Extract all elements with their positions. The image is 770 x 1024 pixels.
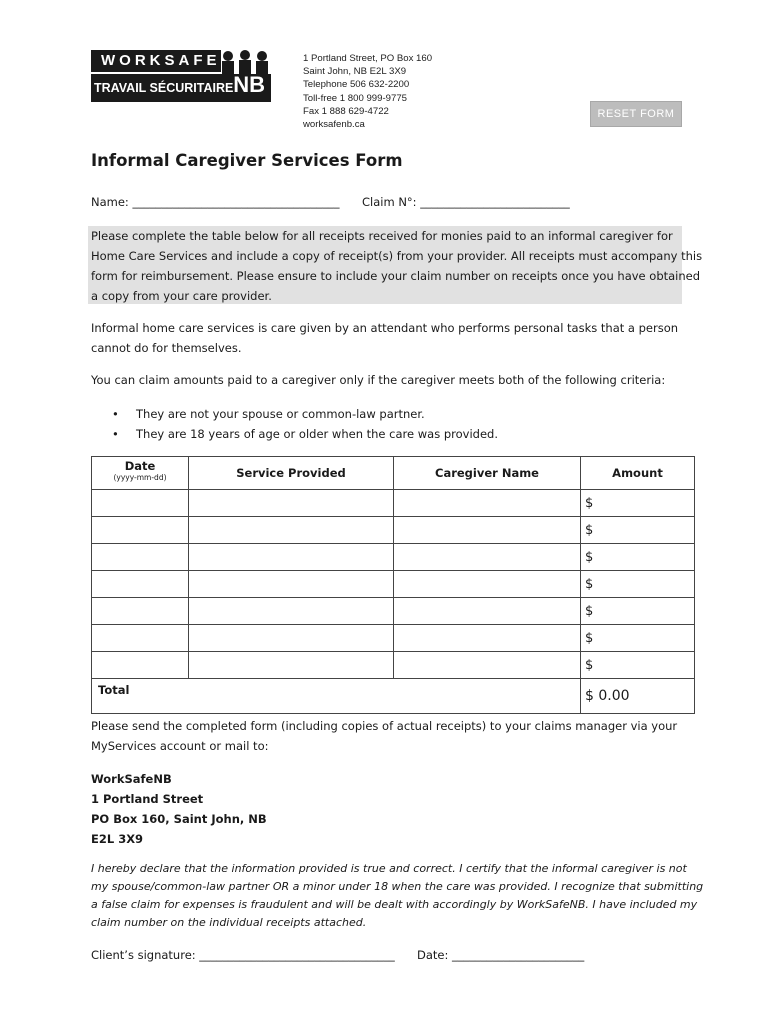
signature-field[interactable]: [91, 948, 395, 962]
caregiver-cell[interactable]: [394, 490, 581, 517]
table-row: [92, 652, 695, 679]
logo-nb: NB: [233, 72, 265, 97]
amount-cell[interactable]: $: [581, 571, 695, 598]
criteria-item: • They are 18 years of age or older when the care was provided.: [112, 424, 498, 444]
date-cell[interactable]: [92, 517, 189, 544]
mailing-line: PO Box 160, Saint John, NB: [91, 812, 267, 826]
table-row: [92, 598, 695, 625]
caregiver-header: Caregiver Name: [394, 457, 581, 490]
service-cell[interactable]: [189, 571, 394, 598]
signature-date-input-line[interactable]: _______________________: [452, 948, 585, 962]
table-header-row: [92, 457, 695, 490]
total-label: Total: [92, 679, 581, 714]
service-cell[interactable]: [189, 517, 394, 544]
table-row: [92, 490, 695, 517]
mailing-line: E2L 3X9: [91, 832, 144, 846]
caregiver-cell[interactable]: [394, 544, 581, 571]
amount-cell[interactable]: $: [581, 490, 695, 517]
declaration-text: [91, 860, 703, 932]
service-cell[interactable]: [189, 598, 394, 625]
service-header: Service Provided: [189, 457, 394, 490]
declaration-line: claim number on the individual receipts attached.: [91, 916, 367, 929]
logo-top-text: WORKSAFE: [91, 50, 221, 72]
amount-cell[interactable]: $: [581, 517, 695, 544]
declaration-line: I hereby declare that the information provided is true and correct. I certify that the informal caregiver is not: [91, 862, 687, 875]
date-header: [92, 457, 189, 490]
amount-cell[interactable]: $: [581, 625, 695, 652]
mailing-line: WorkSafeNB: [91, 772, 172, 786]
reset-form-button[interactable]: RESET FORM: [590, 101, 682, 127]
signature-input-line[interactable]: __________________________________: [199, 948, 395, 962]
criteria-list: [112, 404, 498, 444]
claim-label: Claim N°:: [362, 195, 421, 209]
definition-line: cannot do for themselves.: [91, 341, 242, 355]
signature-label: Client’s signature:: [91, 948, 200, 962]
caregiver-cell[interactable]: [394, 571, 581, 598]
address-line: 1 Portland Street, PO Box 160: [303, 53, 433, 64]
date-cell[interactable]: [92, 490, 189, 517]
address-line: Telephone 506 632-2200: [303, 79, 410, 91]
date-cell[interactable]: [92, 652, 189, 679]
date-cell[interactable]: [92, 598, 189, 625]
date-cell[interactable]: [92, 571, 189, 598]
caregiver-cell[interactable]: [394, 625, 581, 652]
instructions-line: Home Care Services and include a copy of receipt(s) from your provider. All receipts must accompany this: [91, 249, 703, 263]
signature-date-field[interactable]: [417, 948, 584, 962]
name-field[interactable]: [91, 195, 339, 209]
service-cell[interactable]: [189, 625, 394, 652]
mailing-address: [91, 769, 267, 849]
table-row: [92, 625, 695, 652]
criteria-item: • They are not your spouse or common-law partner.: [112, 404, 498, 424]
declaration-line: a false claim for expenses is fraudulent and will be dealt with accordingly by WorkSafeNB. I have included my: [91, 898, 698, 911]
amount-cell[interactable]: $: [581, 544, 695, 571]
send-line: Please send the completed form (including copies of actual receipts) to your claims manager via your: [91, 719, 678, 733]
amount-header: Amount: [581, 457, 695, 490]
signature-date-label: Date:: [417, 948, 453, 962]
service-cell[interactable]: [189, 490, 394, 517]
name-label: Name:: [91, 195, 133, 209]
criteria-intro: You can claim amounts paid to a caregiver only if the caregiver meets both of the following criteria:: [91, 373, 666, 387]
caregiver-cell[interactable]: [394, 598, 581, 625]
worksafe-logo: [91, 50, 271, 102]
address-line: Fax 1 888 629-4722: [303, 105, 389, 117]
amount-cell[interactable]: $: [581, 652, 695, 679]
page-title: Informal Caregiver Services Form: [91, 151, 403, 170]
instructions-line: form for reimbursement. Please ensure to include your claim number on receipts once you have obtained: [91, 269, 701, 283]
claim-input-line[interactable]: __________________________: [420, 195, 570, 209]
table-row: [92, 544, 695, 571]
date-header-label: Date: [124, 459, 156, 473]
send-line: MyServices account or mail to:: [91, 739, 269, 753]
definition-line: Informal home care services is care given by an attendant who performs personal tasks that a person: [91, 321, 679, 335]
caregiver-cell[interactable]: [394, 517, 581, 544]
name-input-line[interactable]: ____________________________________: [132, 195, 340, 209]
date-cell[interactable]: [92, 625, 189, 652]
header-address: [303, 52, 432, 131]
date-cell[interactable]: [92, 544, 189, 571]
caregiver-cell[interactable]: [394, 652, 581, 679]
date-format-hint: (yyyy-mm-dd): [113, 473, 167, 482]
definition-text: [91, 318, 678, 358]
send-instructions: [91, 716, 677, 756]
instructions-line: Please complete the table below for all receipts received for monies paid to an informal caregiver for: [91, 229, 673, 243]
claim-field[interactable]: [362, 195, 570, 209]
instructions-text: [91, 226, 702, 306]
receipts-table: [91, 456, 695, 714]
instructions-line: a copy from your care provider.: [91, 289, 272, 303]
total-row: [92, 679, 695, 714]
service-cell[interactable]: [189, 544, 394, 571]
amount-cell[interactable]: $: [581, 598, 695, 625]
service-cell[interactable]: [189, 652, 394, 679]
address-line: Toll-free 1 800 999-9775: [303, 92, 408, 104]
table-row: [92, 517, 695, 544]
mailing-line: 1 Portland Street: [91, 792, 204, 806]
address-line: worksafenb.ca: [303, 119, 365, 131]
declaration-line: my spouse/common-law partner OR a minor under 18 when the care was provided. I recognize that submitting: [91, 880, 704, 893]
logo-bottom-text: TRAVAIL SÉCURITAIRE: [91, 74, 271, 102]
total-value: $ 0.00: [581, 679, 695, 714]
address-line: Saint John, NB E2L 3X9: [303, 66, 407, 78]
table-row: [92, 571, 695, 598]
